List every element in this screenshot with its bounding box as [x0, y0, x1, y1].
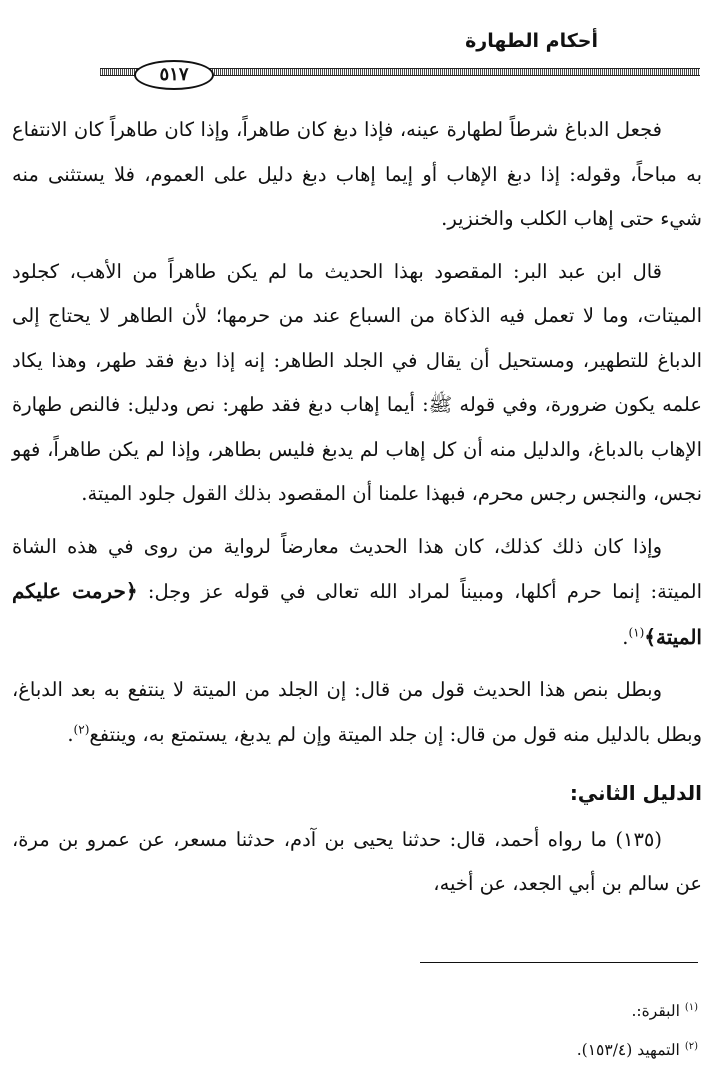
paragraph-3 — [12, 525, 702, 661]
footnotes — [98, 990, 698, 1068]
running-header-title: أحكام الطهارة — [465, 30, 598, 52]
paragraph-1: فجعل الدباغ شرطاً لطهارة عينه، فإذا دبغ كان طاهراً، وإذا كان طاهراً كان الانتفاع به مباحاً، وقوله: إذا دبغ الإهاب أو إيما إهاب دبغ دليل على العموم، فلا يستثنى منه شيء حتى إهاب الكلب والخنزير. — [12, 118, 702, 230]
body-text — [12, 108, 702, 915]
footnote-2 — [98, 1029, 698, 1068]
paragraph-4 — [12, 668, 702, 757]
footnote-2-text: التمهيد (١٥٣/٤). — [576, 1041, 680, 1060]
footnote-separator — [420, 962, 698, 963]
paragraph-4-end: . — [67, 722, 74, 746]
footnote-2-mark: (٢) — [684, 1041, 698, 1053]
paragraph-3-end: . — [622, 625, 629, 649]
footnote-ref-1: (١) — [628, 625, 645, 639]
page-number: ٥١٧ — [134, 60, 214, 90]
paragraph-2: قال ابن عبد البر: المقصود بهذا الحديث ما لم يكن طاهراً من الأهب، كجلود الميتات، وما لا تعمل فيه الذكاة من السباع عند من حرمها؛ لأن الطاهر لا يحتاج إلى الدباغ للتطهير، ومستحيل أن يقال في الجلد الطاهر: إنه إذا دبغ فقد طهر، وهذا يكاد علمه يكون ضرورة، وفي قوله ﷺ: أيما إهاب دبغ فقد طهر: نص ودليل: فالنص طهارة الإهاب بالدباغ، والدليل منه أن كل إهاب لم يدبغ فليس بطاهر، وإذا لم يكن طاهراً، فهو نجس، والنجس رجس محرم، فبهذا علمنا أن المقصود بذلك القول جلود الميتة. — [12, 259, 702, 505]
footnote-ref-2: (٢) — [73, 722, 90, 736]
footnote-1-mark: (١) — [684, 1002, 698, 1013]
paragraph-3-text: وإذا كان ذلك كذلك، كان هذا الحديث معارضاً لرواية من روى في هذه الشاة الميتة: إنما حرم أكلها، ومبيناً لمراد الله تعالى في قوله عز وجل: — [12, 534, 702, 603]
paragraph-4-text: وبطل بنص هذا الحديث قول من قال: إن الجلد من الميتة لا ينتفع به بعد الدباغ، وبطل بالدليل منه قول من قال: إن جلد الميتة وإن لم يدبغ، يستمتع به، وينتفع — [12, 678, 702, 746]
paragraph-5: (١٣٥) ما رواه أحمد، قال: حدثنا يحيى بن آدم، حدثنا مسعر، عن عمرو بن مرة، عن سالم بن أبي الجعد، عن أخيه، — [12, 827, 702, 895]
section-heading: الدليل الثاني: — [569, 781, 702, 805]
footnote-1-text: البقرة:. — [631, 1002, 680, 1021]
quran-verse: ﴿حرمت عليكم الميتة﴾ — [12, 579, 702, 649]
footnote-1 — [98, 990, 698, 1029]
